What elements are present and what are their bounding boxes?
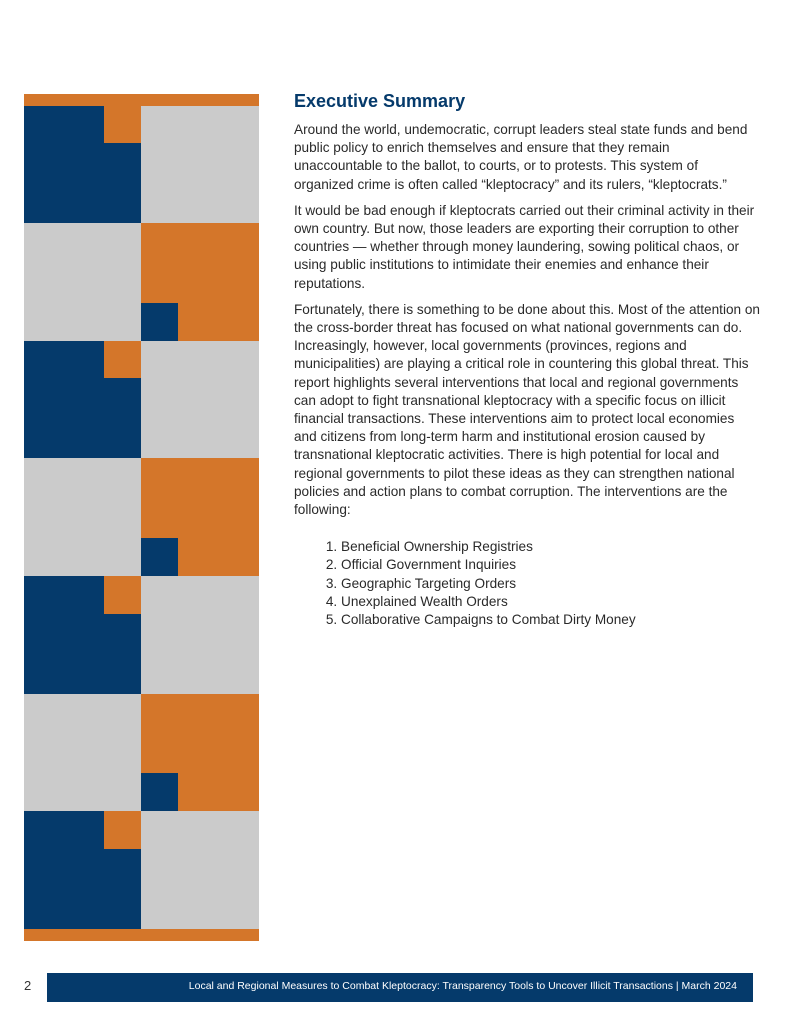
pattern-block bbox=[104, 576, 141, 614]
section-heading: Executive Summary bbox=[294, 91, 466, 111]
pattern-block bbox=[141, 538, 178, 576]
pattern-block bbox=[104, 811, 141, 849]
executive-summary-section bbox=[294, 90, 760, 629]
pattern-block bbox=[141, 106, 259, 223]
page-number: 2 bbox=[24, 978, 32, 993]
pattern-bottom-stripe bbox=[24, 929, 259, 941]
list-item: 1. Beneficial Ownership Registries bbox=[341, 538, 760, 556]
decorative-block-pattern bbox=[24, 94, 259, 941]
summary-paragraph: Around the world, undemocratic, corrupt leaders steal state funds and bend public policy to enrich themselves and ensure that they remain unaccountable to the ballot, to courts, or to protests. This system of organized crime is often called “kleptocracy” and its rulers, “kleptocrats.” bbox=[294, 122, 748, 192]
list-item: 2. Official Government Inquiries bbox=[341, 556, 760, 574]
footer-bar bbox=[47, 973, 753, 1002]
pattern-top-stripe bbox=[24, 94, 259, 106]
summary-paragraph: It would be bad enough if kleptocrats carried out their criminal activity in their own country. But now, those leaders are exporting their corruption to other countries — whether through money laundering, sowing political chaos, or using public institutions to intimidate their enemies and enhance their reputations. bbox=[294, 202, 755, 291]
footer-title: Local and Regional Measures to Combat Kleptocracy: Transparency Tools to Uncover Illicit Transactions | March 2024 bbox=[188, 980, 737, 992]
list-item: 3. Geographic Targeting Orders bbox=[341, 575, 760, 593]
pattern-block bbox=[104, 341, 141, 378]
list-item: 5. Collaborative Campaigns to Combat Dirty Money bbox=[341, 611, 760, 629]
pattern-block bbox=[104, 106, 141, 143]
summary-paragraph: Fortunately, there is something to be done about this. Most of the attention on the cross-border threat has focused on what national governments can do. Increasingly, however, local governments (provinces, regions and municipalities) are playing a critical role in countering this global threat. This report highlights several interventions that local and regional governments can adopt to fight transnational kleptocracy with a specific focus on illicit financial transactions. These interventions aim to protect local economies and citizens from long-term harm and institutional erosion caused by transnational kleptocratic activities. There is high potential for local and regional governments to pilot these ideas as they can strengthen national policies and action plans to combat corruption. The interventions are the following: bbox=[294, 301, 760, 518]
pattern-block bbox=[141, 773, 178, 811]
list-item: 4. Unexplained Wealth Orders bbox=[341, 593, 760, 611]
pattern-block bbox=[141, 303, 178, 341]
interventions-list bbox=[294, 538, 760, 629]
